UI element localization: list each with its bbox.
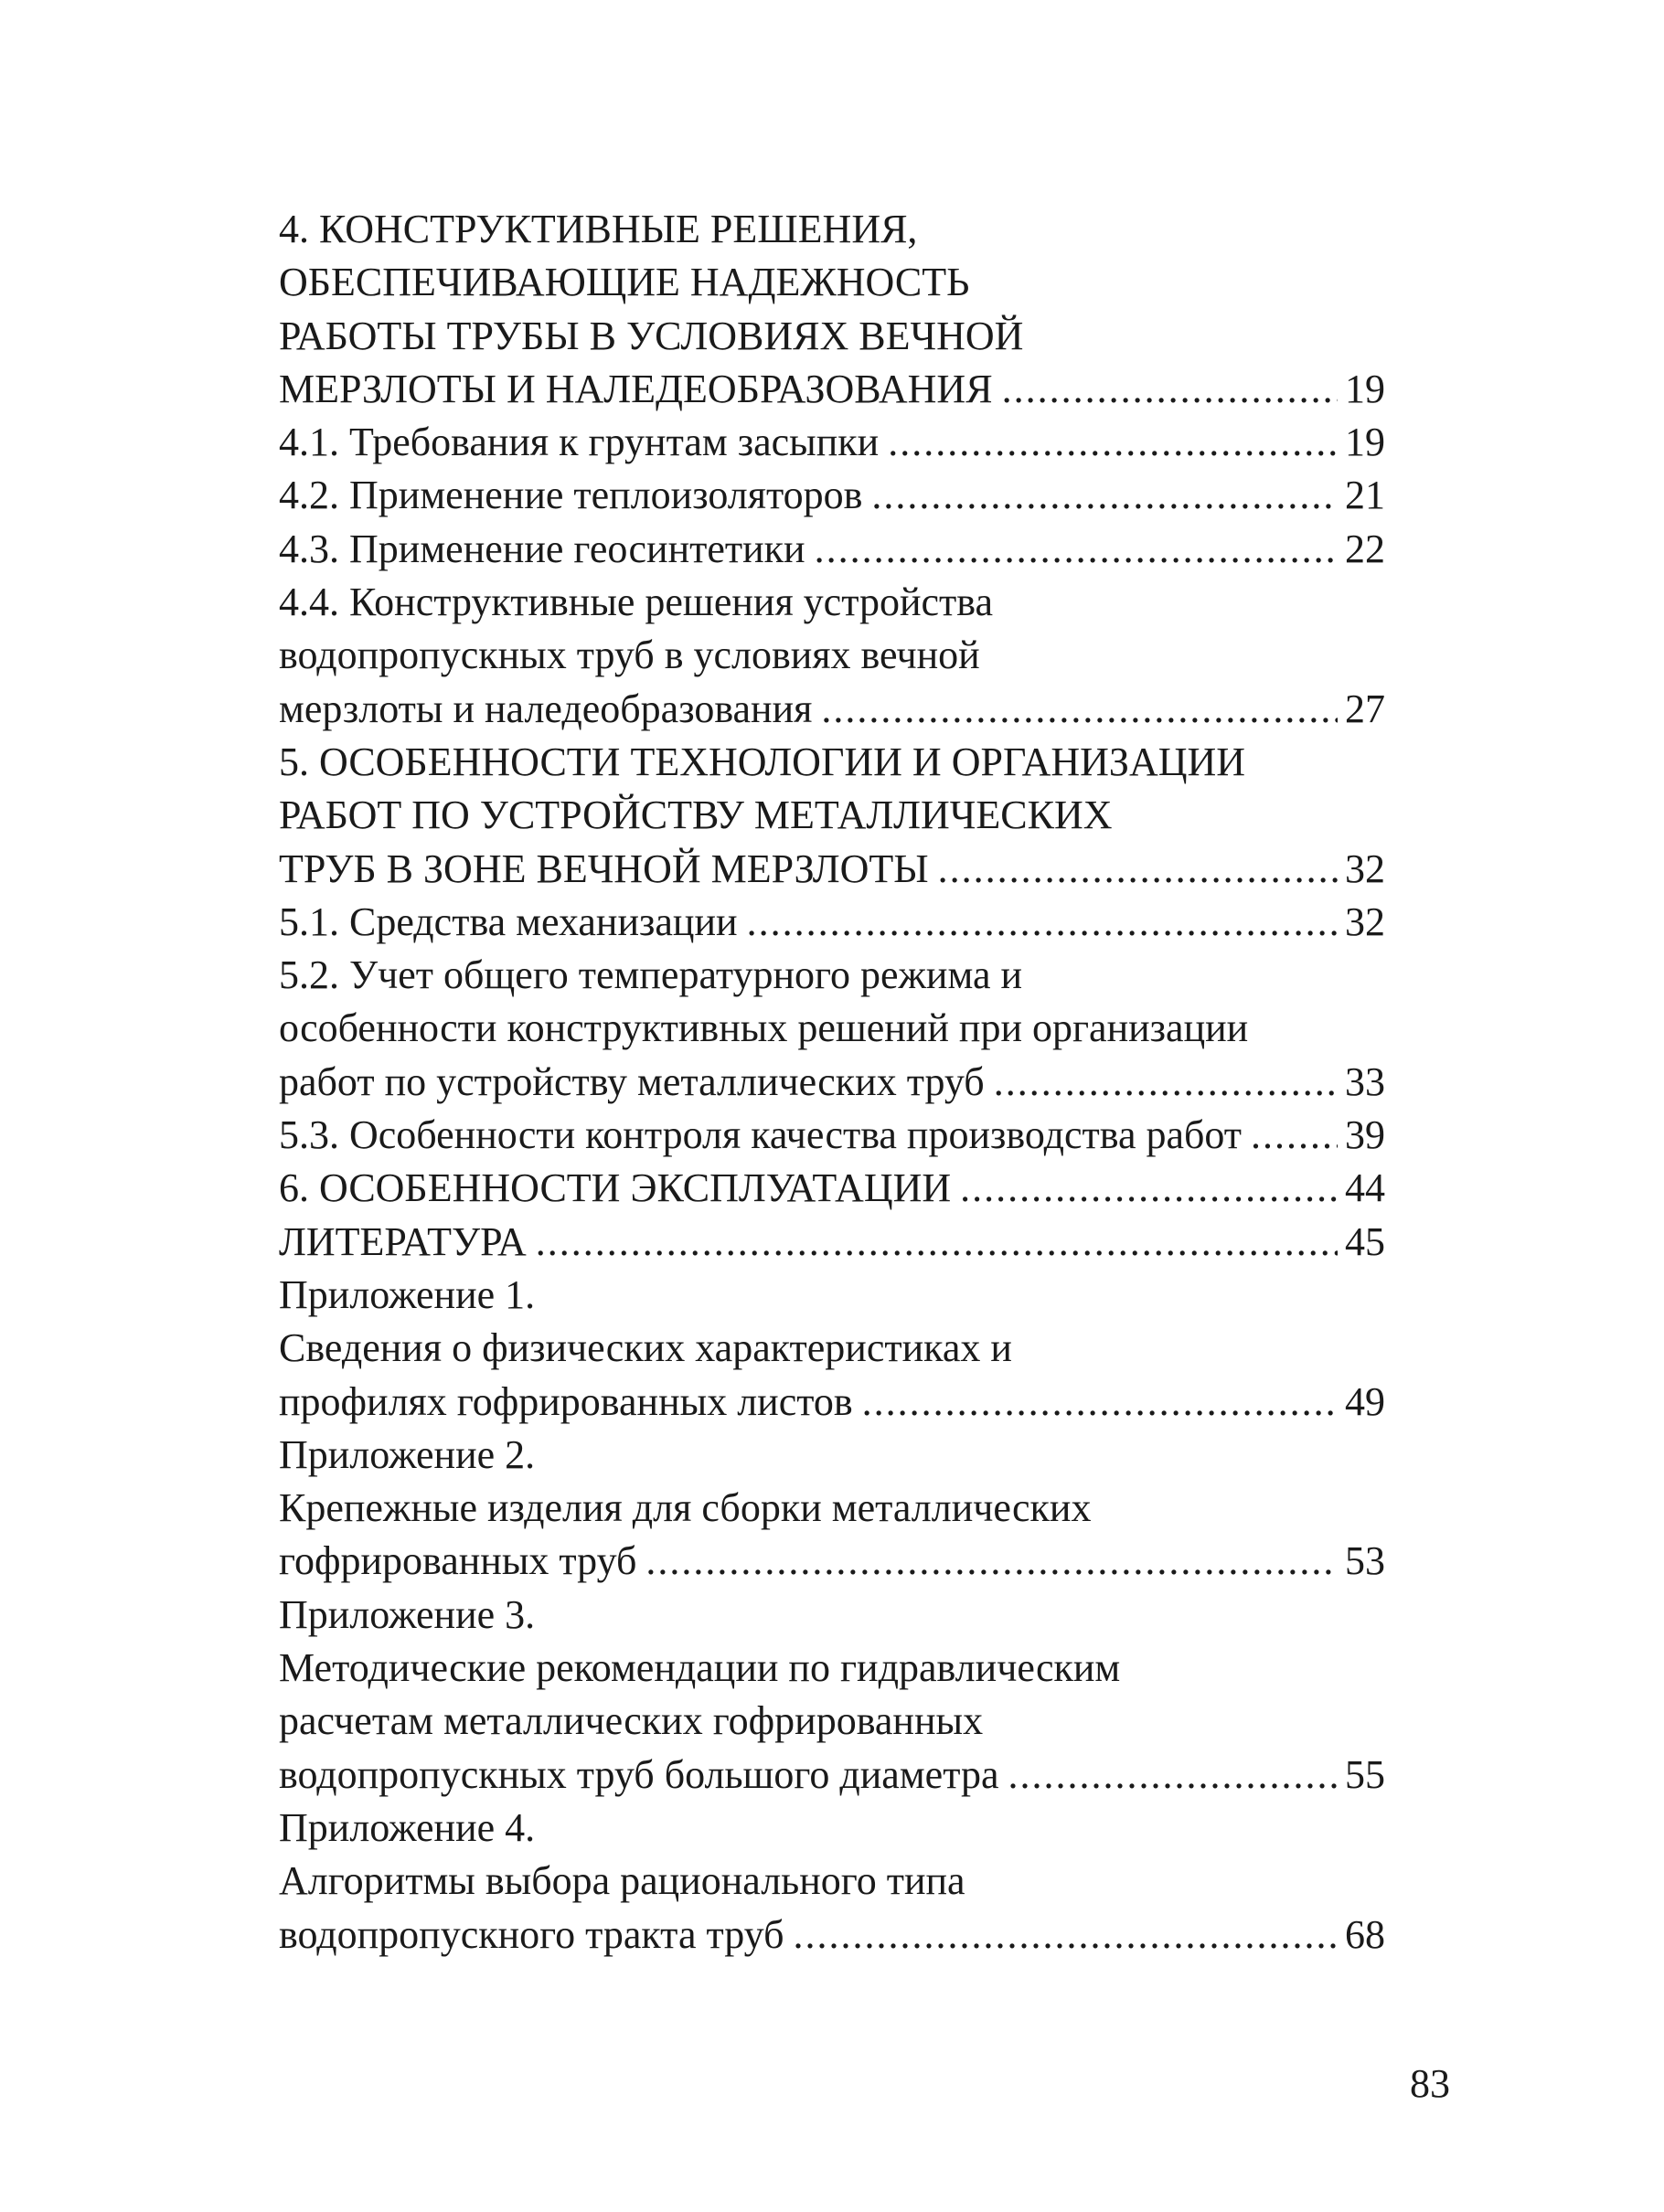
- toc-entry: [279, 576, 1385, 629]
- toc-entry-text: 5. ОСОБЕННОСТИ ТЕХНОЛОГИИ И ОРГАНИЗАЦИИ: [279, 739, 1246, 784]
- toc-entry-page: 32: [1345, 899, 1385, 944]
- toc-entry-text: РАБОТ ПО УСТРОЙСТВУ МЕТАЛЛИЧЕСКИХ: [279, 792, 1113, 838]
- table-of-contents: [279, 203, 1385, 1962]
- toc-entry: [279, 1162, 1385, 1215]
- toc-entry-text: особенности конструктивных решений при организации: [279, 1005, 1249, 1051]
- toc-entry-page: 53: [1345, 1538, 1385, 1584]
- toc-entry: [279, 896, 1385, 949]
- toc-entry: [279, 416, 1385, 469]
- toc-entry: [279, 1056, 1385, 1109]
- dot-leader: [793, 1909, 1338, 1962]
- toc-entry: [279, 949, 1385, 1002]
- toc-entry-text: гофрированных труб: [279, 1538, 637, 1584]
- dot-leader: [815, 523, 1338, 576]
- toc-entry: [279, 1216, 1385, 1269]
- dot-leader: [938, 843, 1338, 896]
- toc-entry-text: ОБЕСПЕЧИВАЮЩИЕ НАДЕЖНОСТЬ: [279, 260, 970, 305]
- toc-entry: [279, 1376, 1385, 1429]
- toc-entry-page: 19: [1345, 366, 1385, 411]
- toc-entry: [279, 843, 1385, 896]
- toc-entry-page: 55: [1345, 1751, 1385, 1797]
- toc-entry-text: МЕРЗЛОТЫ И НАЛЕДЕОБРАЗОВАНИЯ: [279, 366, 993, 411]
- toc-entry-text: 6. ОСОБЕННОСТИ ЭКСПЛУАТАЦИИ: [279, 1165, 952, 1211]
- toc-entry-text: работ по устройству металлических труб: [279, 1058, 985, 1104]
- dot-leader: [645, 1535, 1338, 1588]
- toc-entry: [279, 1109, 1385, 1162]
- toc-entry: [279, 789, 1385, 842]
- dot-leader: [871, 469, 1338, 522]
- toc-entry-page: 45: [1345, 1218, 1385, 1264]
- toc-entry-page: 44: [1345, 1165, 1385, 1211]
- page-number: 83: [1410, 2061, 1450, 2106]
- toc-entry: [279, 1749, 1385, 1802]
- toc-entry-text: Приложение 1.: [279, 1271, 536, 1317]
- toc-entry-text: 4.3. Применение геосинтетики: [279, 526, 805, 571]
- toc-entry-text: расчетам металлических гофрированных: [279, 1698, 984, 1744]
- dot-leader: [1002, 363, 1338, 416]
- toc-entry: [279, 1322, 1385, 1375]
- toc-entry-text: мерзлоты и наледеобразования: [279, 686, 813, 731]
- toc-entry: [279, 1269, 1385, 1322]
- toc-entry-text: Крепежные изделия для сборки металлических: [279, 1485, 1092, 1531]
- toc-entry-text: Методические рекомендации по гидравлическим: [279, 1645, 1121, 1691]
- toc-entry: [279, 523, 1385, 576]
- toc-entry: [279, 1855, 1385, 1908]
- toc-entry-page: 21: [1345, 473, 1385, 518]
- toc-entry-text: 5.2. Учет общего температурного режима и: [279, 952, 1023, 998]
- toc-entry-page: 19: [1345, 420, 1385, 465]
- toc-entry-page: 49: [1345, 1378, 1385, 1424]
- toc-entry: [279, 1002, 1385, 1055]
- dot-leader: [888, 416, 1338, 469]
- toc-entry-text: 5.1. Средства механизации: [279, 899, 738, 944]
- toc-entry-text: ТРУБ В ЗОНЕ ВЕЧНОЙ МЕРЗЛОТЫ: [279, 845, 929, 891]
- dot-leader: [994, 1056, 1338, 1109]
- toc-entry-text: 4.2. Применение теплоизоляторов: [279, 473, 863, 518]
- toc-entry-page: 33: [1345, 1058, 1385, 1104]
- toc-entry-text: Сведения о физических характеристиках и: [279, 1325, 1012, 1371]
- toc-entry-page: 22: [1345, 526, 1385, 571]
- toc-entry-text: водопропускного тракта труб: [279, 1911, 784, 1957]
- toc-entry: [279, 1695, 1385, 1748]
- dot-leader: [862, 1376, 1338, 1429]
- dot-leader: [960, 1162, 1338, 1215]
- toc-entry-page: 27: [1345, 686, 1385, 731]
- toc-entry: [279, 1429, 1385, 1482]
- toc-entry-page: 32: [1345, 845, 1385, 891]
- toc-entry: [279, 310, 1385, 363]
- toc-entry-text: РАБОТЫ ТРУБЫ В УСЛОВИЯХ ВЕЧНОЙ: [279, 313, 1024, 358]
- dot-leader: [1008, 1749, 1339, 1802]
- toc-entry-text: 4.4. Конструктивные решения устройства: [279, 580, 993, 625]
- toc-entry: [279, 1642, 1385, 1695]
- toc-entry: [279, 256, 1385, 309]
- toc-entry: [279, 736, 1385, 789]
- toc-entry-text: Алгоритмы выбора рационального типа: [279, 1858, 965, 1904]
- toc-entry-text: 4.1. Требования к грунтам засыпки: [279, 420, 880, 465]
- dot-leader: [536, 1216, 1338, 1269]
- toc-entry-page: 68: [1345, 1911, 1385, 1957]
- toc-entry: [279, 1589, 1385, 1642]
- toc-entry: [279, 363, 1385, 416]
- dot-leader: [1251, 1109, 1338, 1162]
- toc-entry-text: Приложение 3.: [279, 1591, 536, 1637]
- dot-leader: [821, 683, 1338, 736]
- toc-entry-text: Приложение 4.: [279, 1804, 536, 1850]
- toc-entry-text: 5.3. Особенности контроля качества производства работ: [279, 1112, 1243, 1158]
- toc-entry: [279, 629, 1385, 682]
- toc-entry-text: ЛИТЕРАТУРА: [279, 1218, 527, 1264]
- toc-entry: [279, 1909, 1385, 1962]
- toc-entry-page: 39: [1345, 1112, 1385, 1158]
- toc-entry-text: водопропускных труб большого диаметра: [279, 1751, 999, 1797]
- dot-leader: [747, 896, 1338, 949]
- toc-entry-text: профилях гофрированных листов: [279, 1378, 853, 1424]
- toc-entry-text: водопропускных труб в условиях вечной: [279, 633, 980, 678]
- toc-entry-text: 4. КОНСТРУКТИВНЫЕ РЕШЕНИЯ,: [279, 207, 918, 251]
- toc-entry: [279, 469, 1385, 522]
- toc-entry: [279, 1482, 1385, 1535]
- toc-entry: [279, 1535, 1385, 1588]
- toc-entry: [279, 1802, 1385, 1855]
- toc-entry: [279, 683, 1385, 736]
- toc-entry: [279, 203, 1385, 256]
- toc-entry-text: Приложение 2.: [279, 1431, 536, 1477]
